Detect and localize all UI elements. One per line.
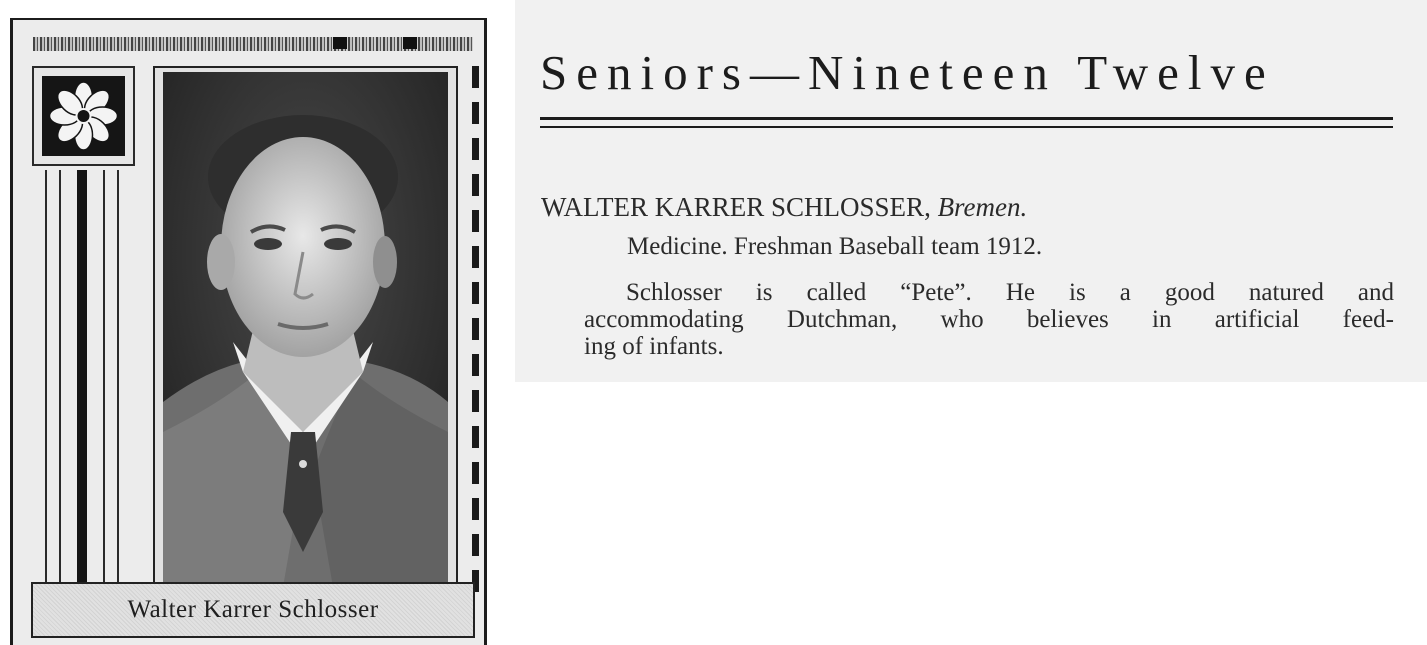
portrait-frame xyxy=(153,66,458,594)
portrait-caption-box xyxy=(31,582,475,638)
title-rule-thick xyxy=(540,117,1393,120)
decorative-bar xyxy=(77,170,87,602)
decorative-line xyxy=(45,170,47,602)
page-title: Seniors—Nineteen Twelve xyxy=(540,45,1275,100)
decorative-line xyxy=(117,170,119,602)
title-rule-thin xyxy=(540,126,1393,128)
entry-heading xyxy=(541,192,1027,223)
flower-ornament xyxy=(32,66,135,166)
entry-hometown: Bremen. xyxy=(937,192,1028,222)
strip-ornament-mark xyxy=(333,37,347,49)
entry-activities: Medicine. Freshman Baseball team 1912. xyxy=(627,233,1043,260)
description-line: Schlosser is called “Pete”. He is a good natured and xyxy=(626,279,1394,306)
decorative-line xyxy=(59,170,61,602)
description-line: ing of infants. xyxy=(584,333,724,360)
flower-ornament-icon xyxy=(42,76,125,156)
portrait-photo xyxy=(163,72,448,587)
decorative-line xyxy=(103,170,105,602)
decorative-dash-column xyxy=(472,66,479,602)
portrait-caption: Walter Karrer Schlosser xyxy=(127,596,379,623)
strip-ornament-mark xyxy=(403,37,417,49)
entry-name: WALTER KARRER SCHLOSSER, xyxy=(541,192,931,222)
entry-description xyxy=(584,279,1394,360)
description-line: accommodating Dutchman, who believes in artificial feed- xyxy=(584,306,1394,333)
portrait-card xyxy=(10,18,487,645)
